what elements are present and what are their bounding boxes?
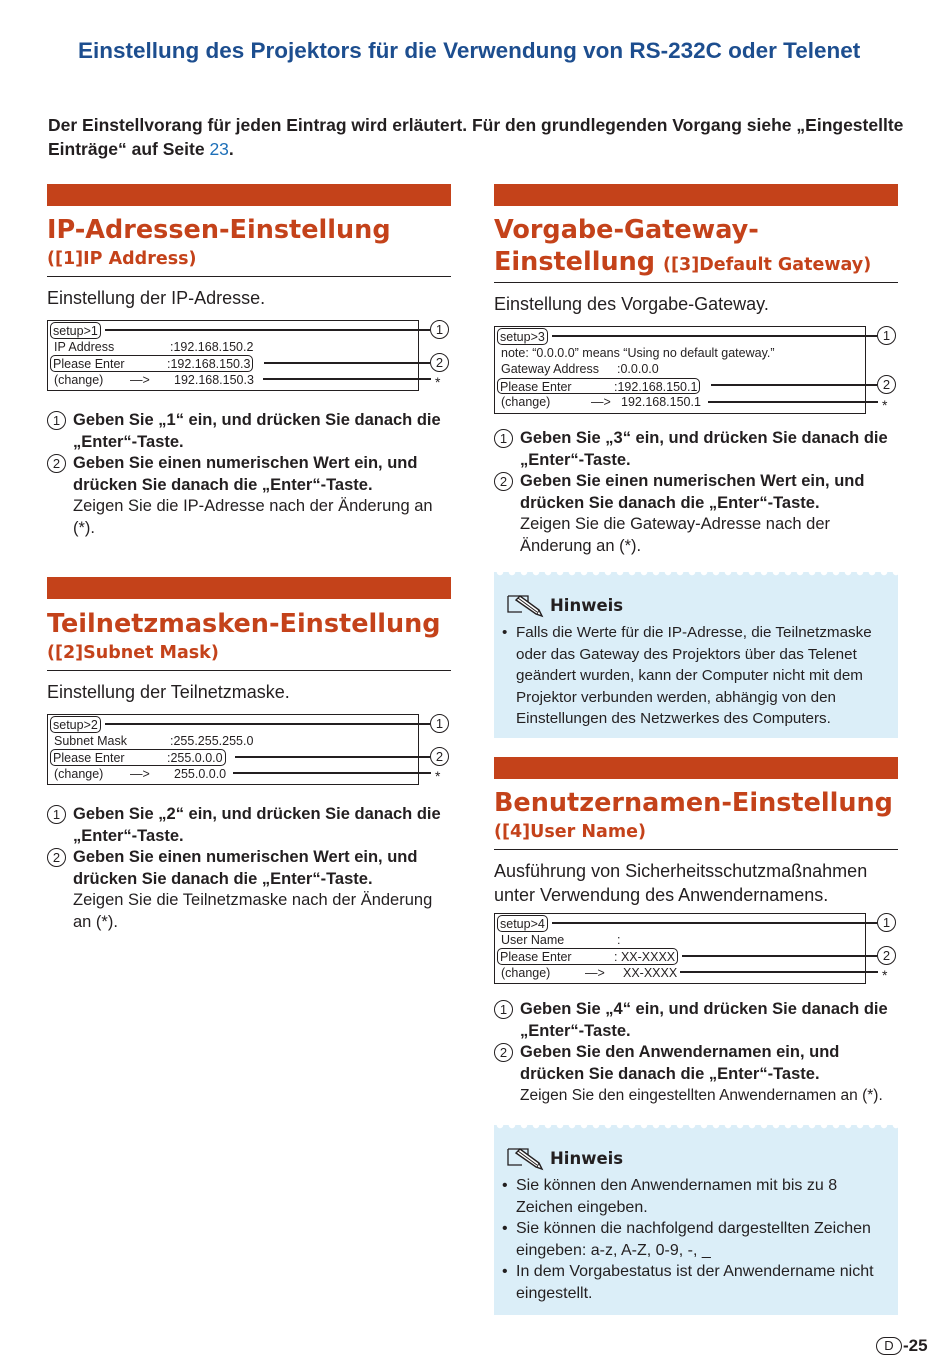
hint-item: • In dem Vorgabestatus ist der Anwendername nicht eingestellt. [506, 1261, 888, 1304]
step-2 [47, 847, 451, 933]
page-link-23[interactable]: 23 [209, 139, 229, 159]
terminal-value: :0.0.0.0 [617, 362, 659, 376]
language-badge: D [876, 1337, 902, 1355]
section-subtitle: ([1]IP Address) [47, 249, 197, 269]
section-subtitle: ([4]User Name) [494, 822, 646, 842]
section-description: Einstellung des Vorgabe-Gateway. [494, 294, 769, 314]
section-title: Teilnetzmasken-Einstellung [47, 609, 441, 639]
callout-line [105, 723, 430, 725]
page-number-text: -25 [903, 1336, 928, 1355]
callout-line [680, 971, 878, 973]
section-bar [494, 184, 898, 206]
callout-line [711, 384, 877, 386]
terminal-value: : [617, 932, 621, 947]
callout-line [235, 756, 430, 758]
step-1 [47, 804, 451, 847]
step-text: Geben Sie einen numerischen Wert ein, und drücken Sie danach die „Enter“-Taste. [520, 472, 865, 512]
terminal-key: Subnet Mask [54, 733, 127, 748]
callout-marker-1: 1 [430, 714, 449, 733]
callout-marker-1: 1 [877, 913, 896, 932]
section-description: Einstellung der Teilnetzmaske. [47, 682, 290, 702]
step-number: 2 [47, 848, 66, 867]
terminal-value: 192.168.150.1 [621, 395, 701, 409]
hint-box-username [494, 1125, 898, 1315]
callout-line [708, 401, 878, 403]
section-subtitle: ([2]Subnet Mask) [47, 643, 219, 663]
callout-line [233, 772, 431, 774]
terminal-example [494, 326, 898, 420]
terminal-prompt: setup>3 [497, 328, 548, 345]
section-title: Benutzernamen-Einstellung [494, 788, 893, 818]
section-title: IP-Adressen-Einstellung [47, 215, 391, 245]
step-list [494, 999, 898, 1107]
pencil-note-icon [506, 1145, 546, 1171]
step-number: 1 [47, 805, 66, 824]
step-note: Zeigen Sie den eingestellten Anwendernamen an (*). [520, 1087, 883, 1104]
terminal-arrow: —> [591, 395, 611, 409]
callout-line [263, 378, 431, 380]
callout-line [552, 922, 877, 924]
step-text: Geben Sie „4“ ein, und drücken Sie danach die „Enter“-Taste. [520, 1000, 888, 1040]
terminal-key: User Name [501, 932, 565, 947]
terminal-key: Gateway Address [501, 362, 599, 376]
step-1 [494, 428, 898, 471]
intro-paragraph [48, 113, 908, 161]
step-note: Zeigen Sie die IP-Adresse nach der Änderung an (*). [73, 497, 433, 537]
callout-star: * [435, 768, 441, 784]
step-text: Geben Sie „3“ ein, und drücken Sie danach die „Enter“-Taste. [520, 429, 888, 469]
callout-star: * [435, 374, 441, 390]
section-bar [494, 757, 898, 779]
callout-line [682, 955, 877, 957]
hint-header [506, 1145, 888, 1171]
section-title-line2: Einstellung [494, 247, 656, 277]
terminal-input-line: Please Enter :255.0.0.0 [50, 749, 226, 766]
section-ip-address [47, 184, 451, 539]
callout-marker-2: 2 [877, 375, 896, 394]
callout-line [105, 329, 430, 331]
callout-marker-1: 1 [430, 320, 449, 339]
terminal-value: 192.168.150.3 [174, 372, 254, 387]
callout-line [552, 335, 877, 337]
step-2 [494, 471, 898, 557]
step-list [47, 410, 451, 539]
step-number: 1 [47, 411, 66, 430]
step-list [47, 804, 451, 933]
step-list [494, 428, 898, 557]
step-number: 2 [47, 454, 66, 473]
pencil-note-icon [506, 592, 546, 618]
hint-title: Hinweis [550, 1148, 624, 1168]
section-divider [47, 670, 451, 671]
page-number [876, 1336, 928, 1356]
section-description: Ausführung von Sicherheitsschutzmaßnahmen unter Verwendung des Anwendernamens. [494, 861, 868, 905]
hint-header [506, 592, 888, 618]
step-1 [47, 410, 451, 453]
section-divider [494, 849, 898, 850]
callout-marker-2: 2 [430, 747, 449, 766]
hint-list [506, 622, 888, 730]
section-bar [47, 577, 451, 599]
step-2 [47, 453, 451, 539]
step-number: 1 [494, 1000, 513, 1019]
hint-box-network [494, 572, 898, 738]
terminal-key: (change) [501, 395, 551, 409]
terminal-value: :255.255.255.0 [170, 733, 254, 748]
terminal-key: (change) [54, 766, 104, 781]
terminal-prompt: setup>2 [50, 716, 101, 733]
terminal-arrow: —> [130, 372, 150, 387]
callout-star: * [882, 397, 888, 413]
section-subnet-mask [47, 577, 451, 933]
terminal-prompt: setup>4 [497, 915, 548, 932]
terminal-value: XX-XXXX [623, 965, 678, 980]
hint-title: Hinweis [550, 595, 624, 615]
terminal-example [47, 320, 451, 398]
step-text: Geben Sie „2“ ein, und drücken Sie danach die „Enter“-Taste. [73, 805, 441, 845]
callout-star: * [882, 967, 888, 983]
terminal-key: (change) [54, 372, 104, 387]
step-text: Geben Sie „1“ ein, und drücken Sie danach die „Enter“-Taste. [73, 411, 441, 451]
terminal-key: IP Address [54, 339, 115, 354]
step-number: 2 [494, 472, 513, 491]
terminal-input-line: Please Enter :192.168.150.1 [497, 378, 700, 395]
hint-item: • Sie können die nachfolgend dargestellten Zeichen eingeben: a-z, A-Z, 0-9, -, _ [506, 1218, 888, 1261]
intro-text: Der Einstellvorang für jeden Eintrag wird erläutert. Für den grundlegenden Vorgang siehe „Eingestellte Einträge“ auf Seite [48, 115, 904, 159]
step-number: 1 [494, 429, 513, 448]
terminal-value: :192.168.150.2 [170, 339, 254, 354]
terminal-example [494, 913, 898, 991]
section-subtitle: ([3]Default Gateway) [663, 255, 872, 275]
terminal-note: note: “0.0.0.0” means “Using no default gateway.” [501, 345, 775, 360]
page-header-title: Einstellung des Projektors für die Verwendung von RS-232C oder Telenet [78, 38, 861, 63]
section-divider [494, 282, 898, 283]
terminal-input-line: Please Enter : XX-XXXX [497, 948, 678, 965]
step-note: Zeigen Sie die Teilnetzmaske nach der Änderung an (*). [73, 891, 433, 931]
terminal-example [47, 714, 451, 792]
hint-item: • Falls die Werte für die IP-Adresse, die Teilnetzmaske oder das Gateway des Projektors über das Telenet geändert wurden, kann der Computer nicht mit dem Projektor verbunden werden, abhängig von den Einstellungen des Netzwerkes des Computers. [506, 622, 888, 730]
hint-list [506, 1175, 888, 1304]
callout-marker-2: 2 [877, 946, 896, 965]
hint-item: • Sie können den Anwendernamen mit bis zu 8 Zeichen eingeben. [506, 1175, 888, 1218]
terminal-prompt: setup>1 [50, 322, 101, 339]
step-note: Zeigen Sie die Gateway-Adresse nach der Änderung an (*). [520, 515, 831, 555]
step-text: Geben Sie den Anwendernamen ein, und drücken Sie danach die „Enter“-Taste. [520, 1043, 840, 1083]
step-1 [494, 999, 898, 1042]
section-description: Einstellung der IP-Adresse. [47, 288, 266, 308]
section-user-name [494, 757, 898, 1107]
callout-line [264, 362, 430, 364]
terminal-input-line: Please Enter :192.168.150.3 [50, 355, 253, 372]
section-title-line1: Vorgabe-Gateway- [494, 215, 759, 245]
section-default-gateway [494, 184, 898, 557]
step-text: Geben Sie einen numerischen Wert ein, und drücken Sie danach die „Enter“-Taste. [73, 454, 418, 494]
callout-marker-2: 2 [430, 353, 449, 372]
section-bar [47, 184, 451, 206]
terminal-arrow: —> [585, 965, 605, 980]
intro-end: . [228, 139, 234, 159]
terminal-value: 255.0.0.0 [174, 766, 227, 781]
step-text: Geben Sie einen numerischen Wert ein, und drücken Sie danach die „Enter“-Taste. [73, 848, 418, 888]
terminal-arrow: —> [130, 766, 150, 781]
section-divider [47, 276, 451, 277]
step-number: 2 [494, 1043, 513, 1062]
terminal-key: (change) [501, 965, 551, 980]
step-2 [494, 1042, 898, 1107]
callout-marker-1: 1 [877, 326, 896, 345]
